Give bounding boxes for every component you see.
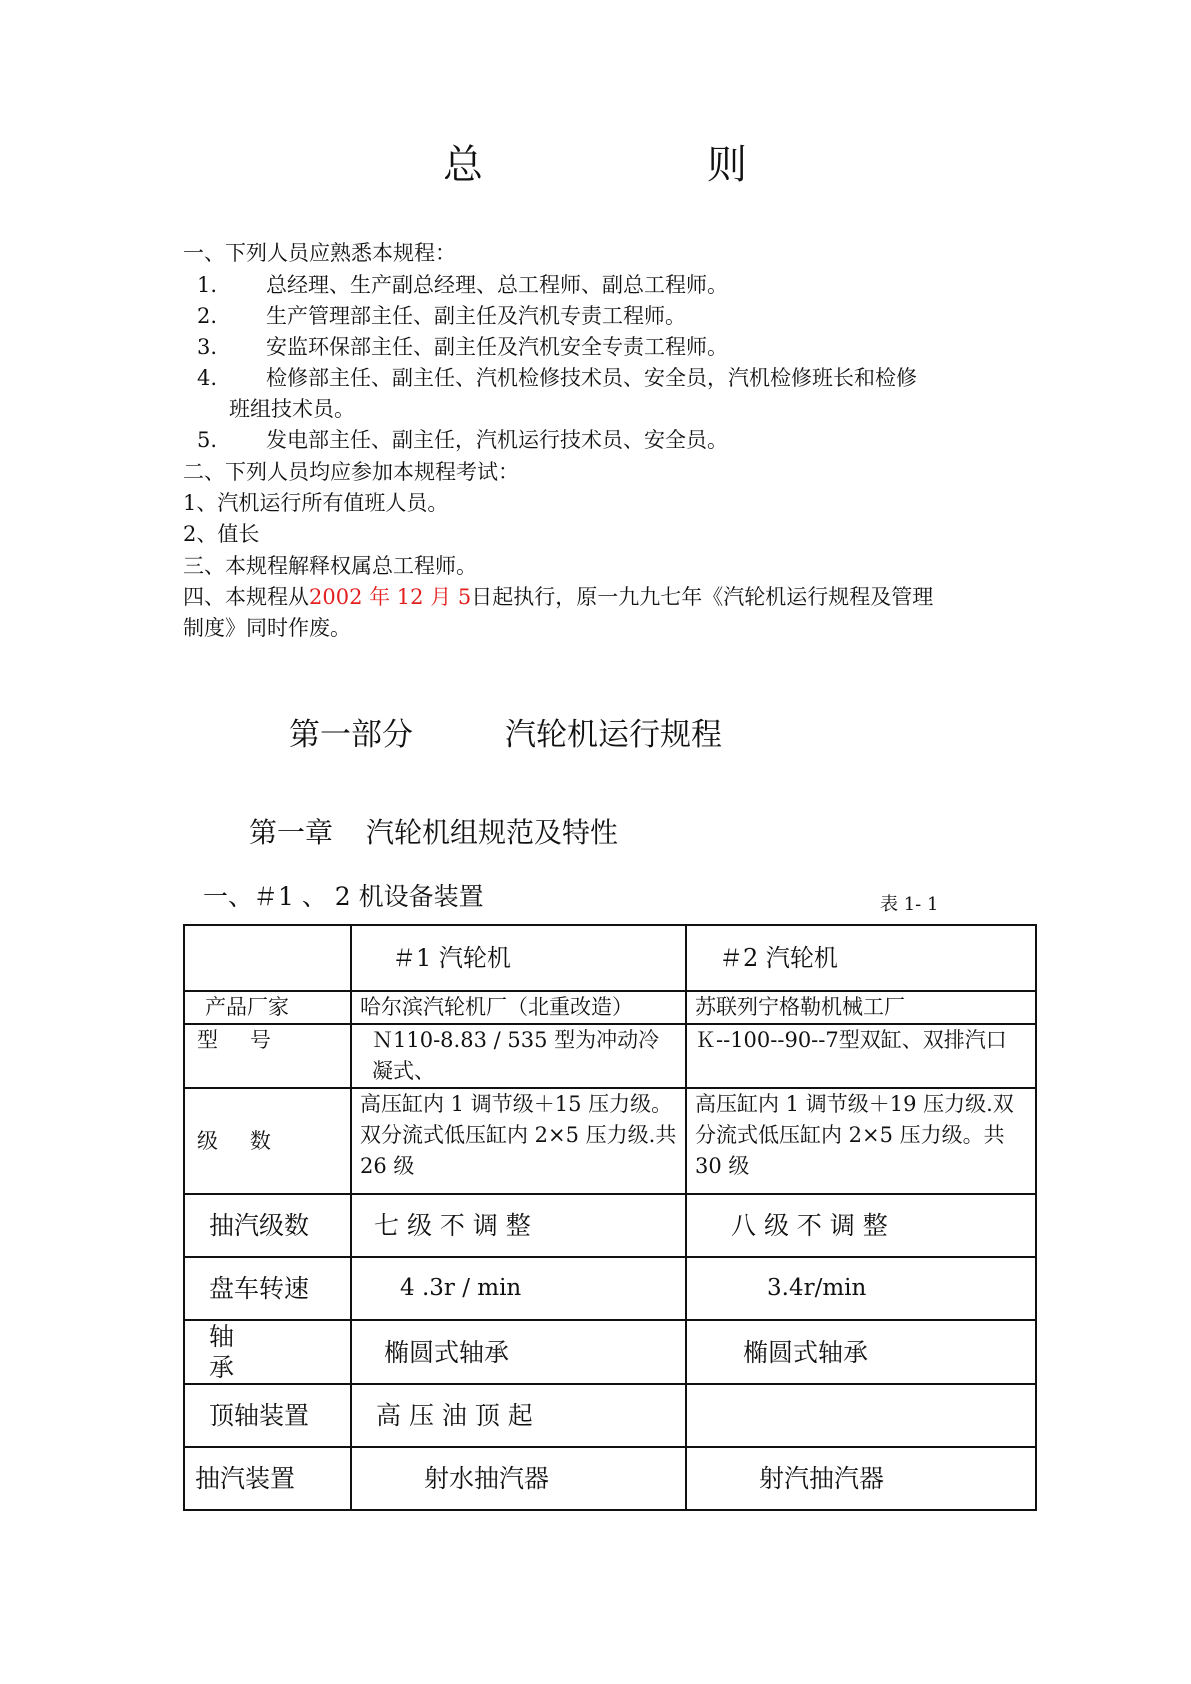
section-four-prefix: 四、本规程从 xyxy=(183,585,309,609)
item-2-number: 2. xyxy=(197,304,218,328)
section-two-heading: 二、下列人员均应参加本规程考试： xyxy=(183,460,519,484)
row-label-stages: 级 数 xyxy=(184,1088,351,1194)
part-number: 第一部分 xyxy=(289,717,413,753)
unit-2-model: Ｋ--100--90--7型双缸、双排汽口 xyxy=(686,1024,1036,1088)
table-corner-cell xyxy=(184,925,351,991)
unit-2-manufacturer: 苏联列宁格勒机械工厂 xyxy=(686,991,1036,1024)
header-unit-1: ＃1 汽轮机 xyxy=(351,925,686,991)
table-row xyxy=(184,1257,1036,1320)
unit-2-ejector: 射汽抽汽器 xyxy=(686,1447,1036,1510)
table-header-row xyxy=(184,925,1036,991)
item-4-text: 检修部主任、副主任、汽机检修技术员、安全员，汽机检修班长和检修 xyxy=(266,366,917,390)
section-one-heading: 一、下列人员应熟悉本规程： xyxy=(183,241,456,265)
page-title-right: 则 xyxy=(707,142,747,188)
unit-1-jacking-device: 高 压 油 顶 起 xyxy=(351,1384,686,1447)
section-four-continuation: 制度》同时作废。 xyxy=(183,616,351,640)
page-title-left: 总 xyxy=(443,142,483,188)
unit-2-stages: 高压缸内 1 调节级＋19 压力级.双分流式低压缸内 2×5 压力级。共30 级 xyxy=(686,1088,1036,1194)
item-4-number: 4. xyxy=(197,366,218,390)
header-unit-2: ＃2 汽轮机 xyxy=(686,925,1036,991)
item-5-text: 发电部主任、副主任，汽机运行技术员、安全员。 xyxy=(266,428,728,452)
table-row xyxy=(184,1320,1036,1384)
unit-1-manufacturer: 哈尔滨汽轮机厂（北重改造） xyxy=(351,991,686,1024)
part-name: 汽轮机运行规程 xyxy=(505,717,722,753)
unit-1-bearing: 椭圆式轴承 xyxy=(351,1320,686,1384)
unit-2-bearing: 椭圆式轴承 xyxy=(686,1320,1036,1384)
unit-1-model: Ｎ110-8.83 / 535 型为冲动冷凝式、 xyxy=(351,1024,686,1088)
row-label-jacking-device: 顶轴装置 xyxy=(184,1384,351,1447)
row-label-bearing: 轴 承 xyxy=(184,1320,351,1384)
row-label-model: 型 号 xyxy=(184,1024,351,1088)
item-1-number: 1. xyxy=(197,273,218,297)
table-row xyxy=(184,1194,1036,1257)
section-three-text: 三、本规程解释权属总工程师。 xyxy=(183,554,477,578)
item-3-number: 3. xyxy=(197,335,218,359)
section-two-item-1: 1、汽机运行所有值班人员。 xyxy=(183,491,449,515)
table-row xyxy=(184,991,1036,1024)
item-3-text: 安监环保部主任、副主任及汽机安全专责工程师。 xyxy=(266,335,728,359)
effective-date: 2002 年 12 月 5 xyxy=(309,585,472,609)
unit-1-ejector: 射水抽汽器 xyxy=(351,1447,686,1510)
chapter-number: 第一章 xyxy=(249,816,334,849)
unit-2-extraction-stages: 八 级 不 调 整 xyxy=(686,1194,1036,1257)
item-4-continuation: 班组技术员。 xyxy=(229,397,355,421)
unit-1-extraction-stages: 七 级 不 调 整 xyxy=(351,1194,686,1257)
table-row xyxy=(184,1447,1036,1510)
item-2-text: 生产管理部主任、副主任及汽机专责工程师。 xyxy=(266,304,686,328)
section-two-item-2: 2、值长 xyxy=(183,522,260,546)
table-row xyxy=(184,1024,1036,1088)
item-1-text: 总经理、生产副总经理、总工程师、副总工程师。 xyxy=(266,273,728,297)
table-row xyxy=(184,1088,1036,1194)
row-label-manufacturer: 产品厂家 xyxy=(184,991,351,1024)
row-label-turning-speed: 盘车转速 xyxy=(184,1257,351,1320)
table-number: 表 1- 1 xyxy=(880,894,939,915)
item-5-number: 5. xyxy=(197,428,218,452)
unit-1-turning-speed: 4 .3r / min xyxy=(351,1257,686,1320)
section-four-line xyxy=(183,582,933,612)
chapter-name: 汽轮机组规范及特性 xyxy=(366,816,619,849)
section-heading: 一、＃1 、 2 机设备装置 xyxy=(203,882,484,911)
unit-2-turning-speed: 3.4r/min xyxy=(686,1257,1036,1320)
row-label-ejector: 抽汽装置 xyxy=(184,1447,351,1510)
table-row xyxy=(184,1384,1036,1447)
section-four-suffix: 日起执行，原一九九七年《汽轮机运行规程及管理 xyxy=(471,585,934,609)
unit-2-jacking-device xyxy=(686,1384,1036,1447)
unit-1-stages: 高压缸内 1 调节级＋15 压力级。双分流式低压缸内 2×5 压力级.共 26 级 xyxy=(351,1088,686,1194)
equipment-spec-table xyxy=(183,924,1037,1511)
row-label-extraction-stages: 抽汽级数 xyxy=(184,1194,351,1257)
